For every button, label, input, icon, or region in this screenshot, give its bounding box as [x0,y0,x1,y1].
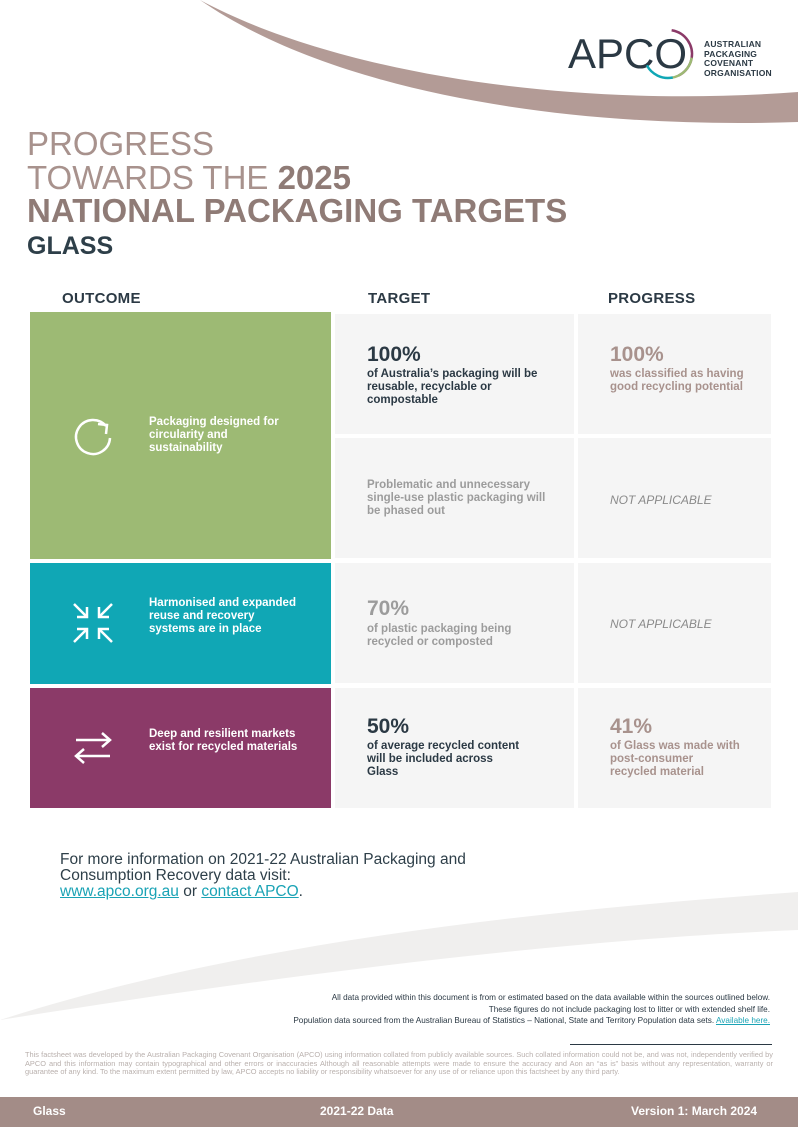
progress-value: 41% [610,715,653,738]
target-cell-row-4 [335,688,574,808]
apco-logo-wordmark: APCO [568,30,688,77]
outcome-block-recovery-systems [30,563,331,684]
progress-not-applicable: NOT APPLICABLE [610,617,712,631]
target-text: Problematic and unnecessary single-use plastic packaging will be phased out [367,479,546,517]
title-line-2: TOWARDS THE 2025 [27,159,351,196]
more-info-lead: For more information on 2021-22 Australian Packaging and Consumption Recovery data visit: [60,851,466,884]
contact-apco-link[interactable]: contact APCO [201,883,299,900]
outcome-label: Deep and resilient markets exist for recycled materials [149,728,298,753]
bottom-bar-material: Glass [33,1104,66,1118]
column-header-progress: PROGRESS [608,290,696,307]
population-data-link[interactable]: Available here. [715,1016,770,1025]
target-text: of plastic packaging being recycled or composted [367,623,512,648]
more-info-end: . [298,883,303,900]
disclaimer: This factsheet was developed by the Australian Packaging Covenant Organisation (APCO) using information collated from publicly available sources. Such collated information could not be, and was not, independently verified by APCO and this information may contain typographical and other errors or inaccuracies Although all reasonable attempts were made to ensure the accuracy and Aon an “as is” basis without any representation, warranty or guarantee of any kind. To the maximum extent permitted by law, APCO accepts no liability or responsibility whatsoever for any use of or reliance upon this factsheet by any third party. [25,1050,773,1077]
bottom-bar-version: Version 1: March 2024 [631,1104,758,1118]
outcome-label: Harmonised and expanded reuse and recovery systems are in place [149,597,296,635]
progress-cell-row-2 [578,438,771,558]
title-line-3: NATIONAL PACKAGING TARGETS [27,192,568,229]
progress-text: was classified as having good recycling potential [610,368,744,393]
footnote-line: Population data sourced from the Australian Bureau of Statistics – National, State and Territory Population data sets. Available here. [293,1016,770,1025]
target-value: 50% [367,715,410,738]
footnote-line: These figures do not include packaging lost to litter or with extended shelf life. [488,1004,770,1014]
title-line-1: PROGRESS [27,125,215,162]
bottom-bar-data-year: 2021-22 Data [320,1104,394,1118]
target-cell-row-1 [335,314,574,434]
apco-logo-subtitle: AUSTRALIAN PACKAGING COVENANT ORGANISATION [704,39,772,78]
more-info-or: or [178,883,202,900]
target-cell-row-3 [335,563,574,683]
column-header-target: TARGET [368,290,431,307]
target-text: of average recycled content will be included across Glass [367,740,520,778]
target-cell-row-2 [335,438,574,558]
outcome-block-circularity [30,312,331,559]
progress-value: 100% [610,343,664,366]
material-subtitle: GLASS [27,232,114,260]
column-header-outcome: OUTCOME [62,290,141,307]
apco-website-link[interactable]: www.apco.org.au [60,883,179,900]
target-text: of Australia’s packaging will be reusable, recyclable or compostable [367,368,538,406]
target-value: 100% [367,343,421,366]
divider [570,1044,772,1045]
progress-text: of Glass was made with post-consumer recycled material [610,740,740,778]
apco-logo-ring-icon [640,26,696,82]
circular-arrow-icon [70,414,116,460]
outcome-label: Packaging designed for circularity and sustainability [149,416,279,454]
progress-cell-row-3 [578,563,771,683]
target-value: 70% [367,597,410,620]
data-source-footnotes [100,992,770,1027]
progress-not-applicable: NOT APPLICABLE [610,493,712,507]
converging-arrows-icon [70,600,116,646]
progress-cell-row-4 [578,688,771,808]
footnote-line: All data provided within this document is from or estimated based on the data available within the sources outlined below. [331,993,770,1002]
swap-arrows-icon [70,725,116,771]
progress-cell-row-1 [578,314,771,434]
outcome-block-markets [30,688,331,808]
